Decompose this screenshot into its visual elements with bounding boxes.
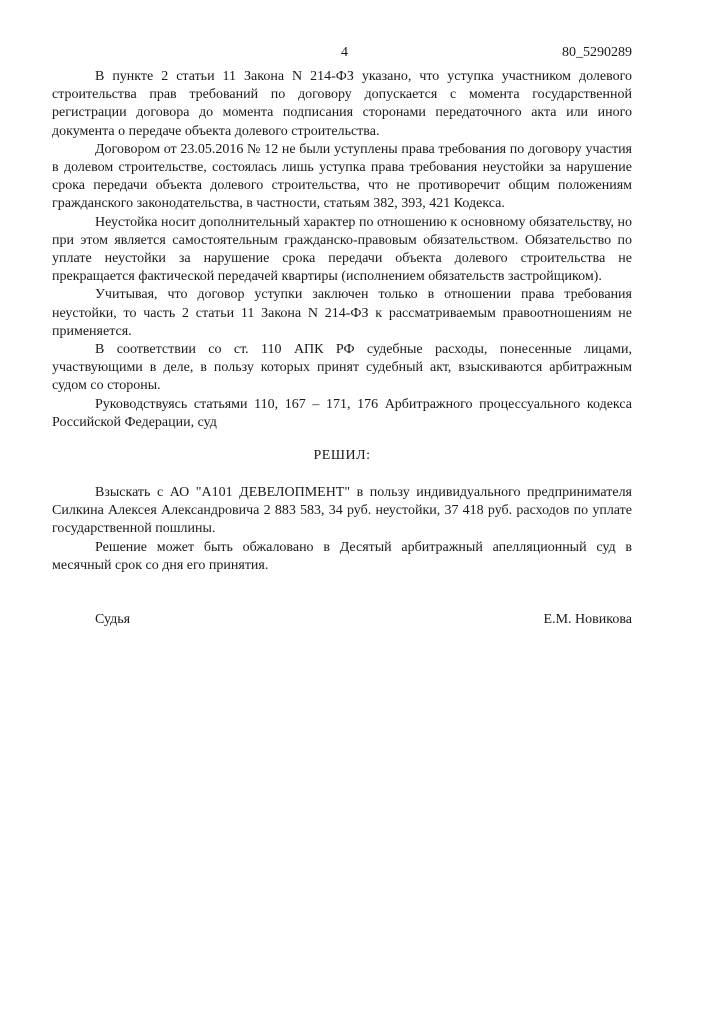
decision-section bbox=[52, 484, 632, 575]
judge-name: Е.М. Новикова bbox=[543, 612, 632, 628]
paragraph: В соответствии со ст. 110 АПК РФ судебные расходы, понесенные лицами, участвующими в деле, в пользу которых принят судебный акт, взыскиваются арбитражным судом со стороны. bbox=[52, 342, 632, 394]
paragraph: Неустойка носит дополнительный характер по отношению к основному обязательству, но при этом является самостоятельным гражданско-правовым обязательством. Обязательство по уплате неустойки за нарушение срока передачи объекта долевого строительства не прекращается фактической передачей квартиры (исполнением обязательств застройщиком). bbox=[52, 214, 632, 285]
decision-heading: РЕШИЛ: bbox=[313, 448, 371, 464]
case-number: 80_5290289 bbox=[562, 45, 632, 60]
paragraph: Договором от 23.05.2016 № 12 не были уступлены права требования по договору участия в долевом строительстве, состоялась лишь уступка права требования неустойки за нарушение срока передачи объекта долевого строительства, что не противоречит общим положениям гражданского законодательства, в частности, статьям 382, 393, 421 Кодекса. bbox=[52, 141, 632, 212]
page-header bbox=[52, 0, 632, 68]
signature-block bbox=[52, 612, 632, 632]
judge-title: Судья bbox=[95, 612, 131, 628]
decision-paragraph: Решение может быть обжаловано в Десятый арбитражный апелляционный суд в месячный срок со дня его принятия. bbox=[52, 539, 632, 573]
reasoning-section bbox=[52, 68, 632, 432]
document-page bbox=[52, 0, 632, 632]
decision-paragraph: Взыскать с АО "А101 ДЕВЕЛОПМЕНТ" в пользу индивидуального предпринимателя Силкина Алексея Александровича 2 883 583, 34 руб. неустойки, 37 418 руб. расходов по уплате государственной пошлины. bbox=[52, 485, 632, 537]
page-number: 4 bbox=[341, 45, 348, 60]
paragraph: Руководствуясь статьями 110, 167 – 171, 176 Арбитражного процессуального кодекса Российской Федерации, суд bbox=[52, 396, 632, 430]
paragraph: Учитывая, что договор уступки заключен только в отношении права требования неустойки, то часть 2 статьи 11 Закона N 214-ФЗ к рассматриваемым правоотношениям не применяется. bbox=[52, 287, 632, 339]
paragraph: В пункте 2 статьи 11 Закона N 214-ФЗ указано, что уступка участником долевого строительства прав требований по договору допускается с момента государственной регистрации договора до момента подписания сторонами передаточного акта или иного документа о передаче объекта долевого строительства. bbox=[52, 69, 632, 139]
